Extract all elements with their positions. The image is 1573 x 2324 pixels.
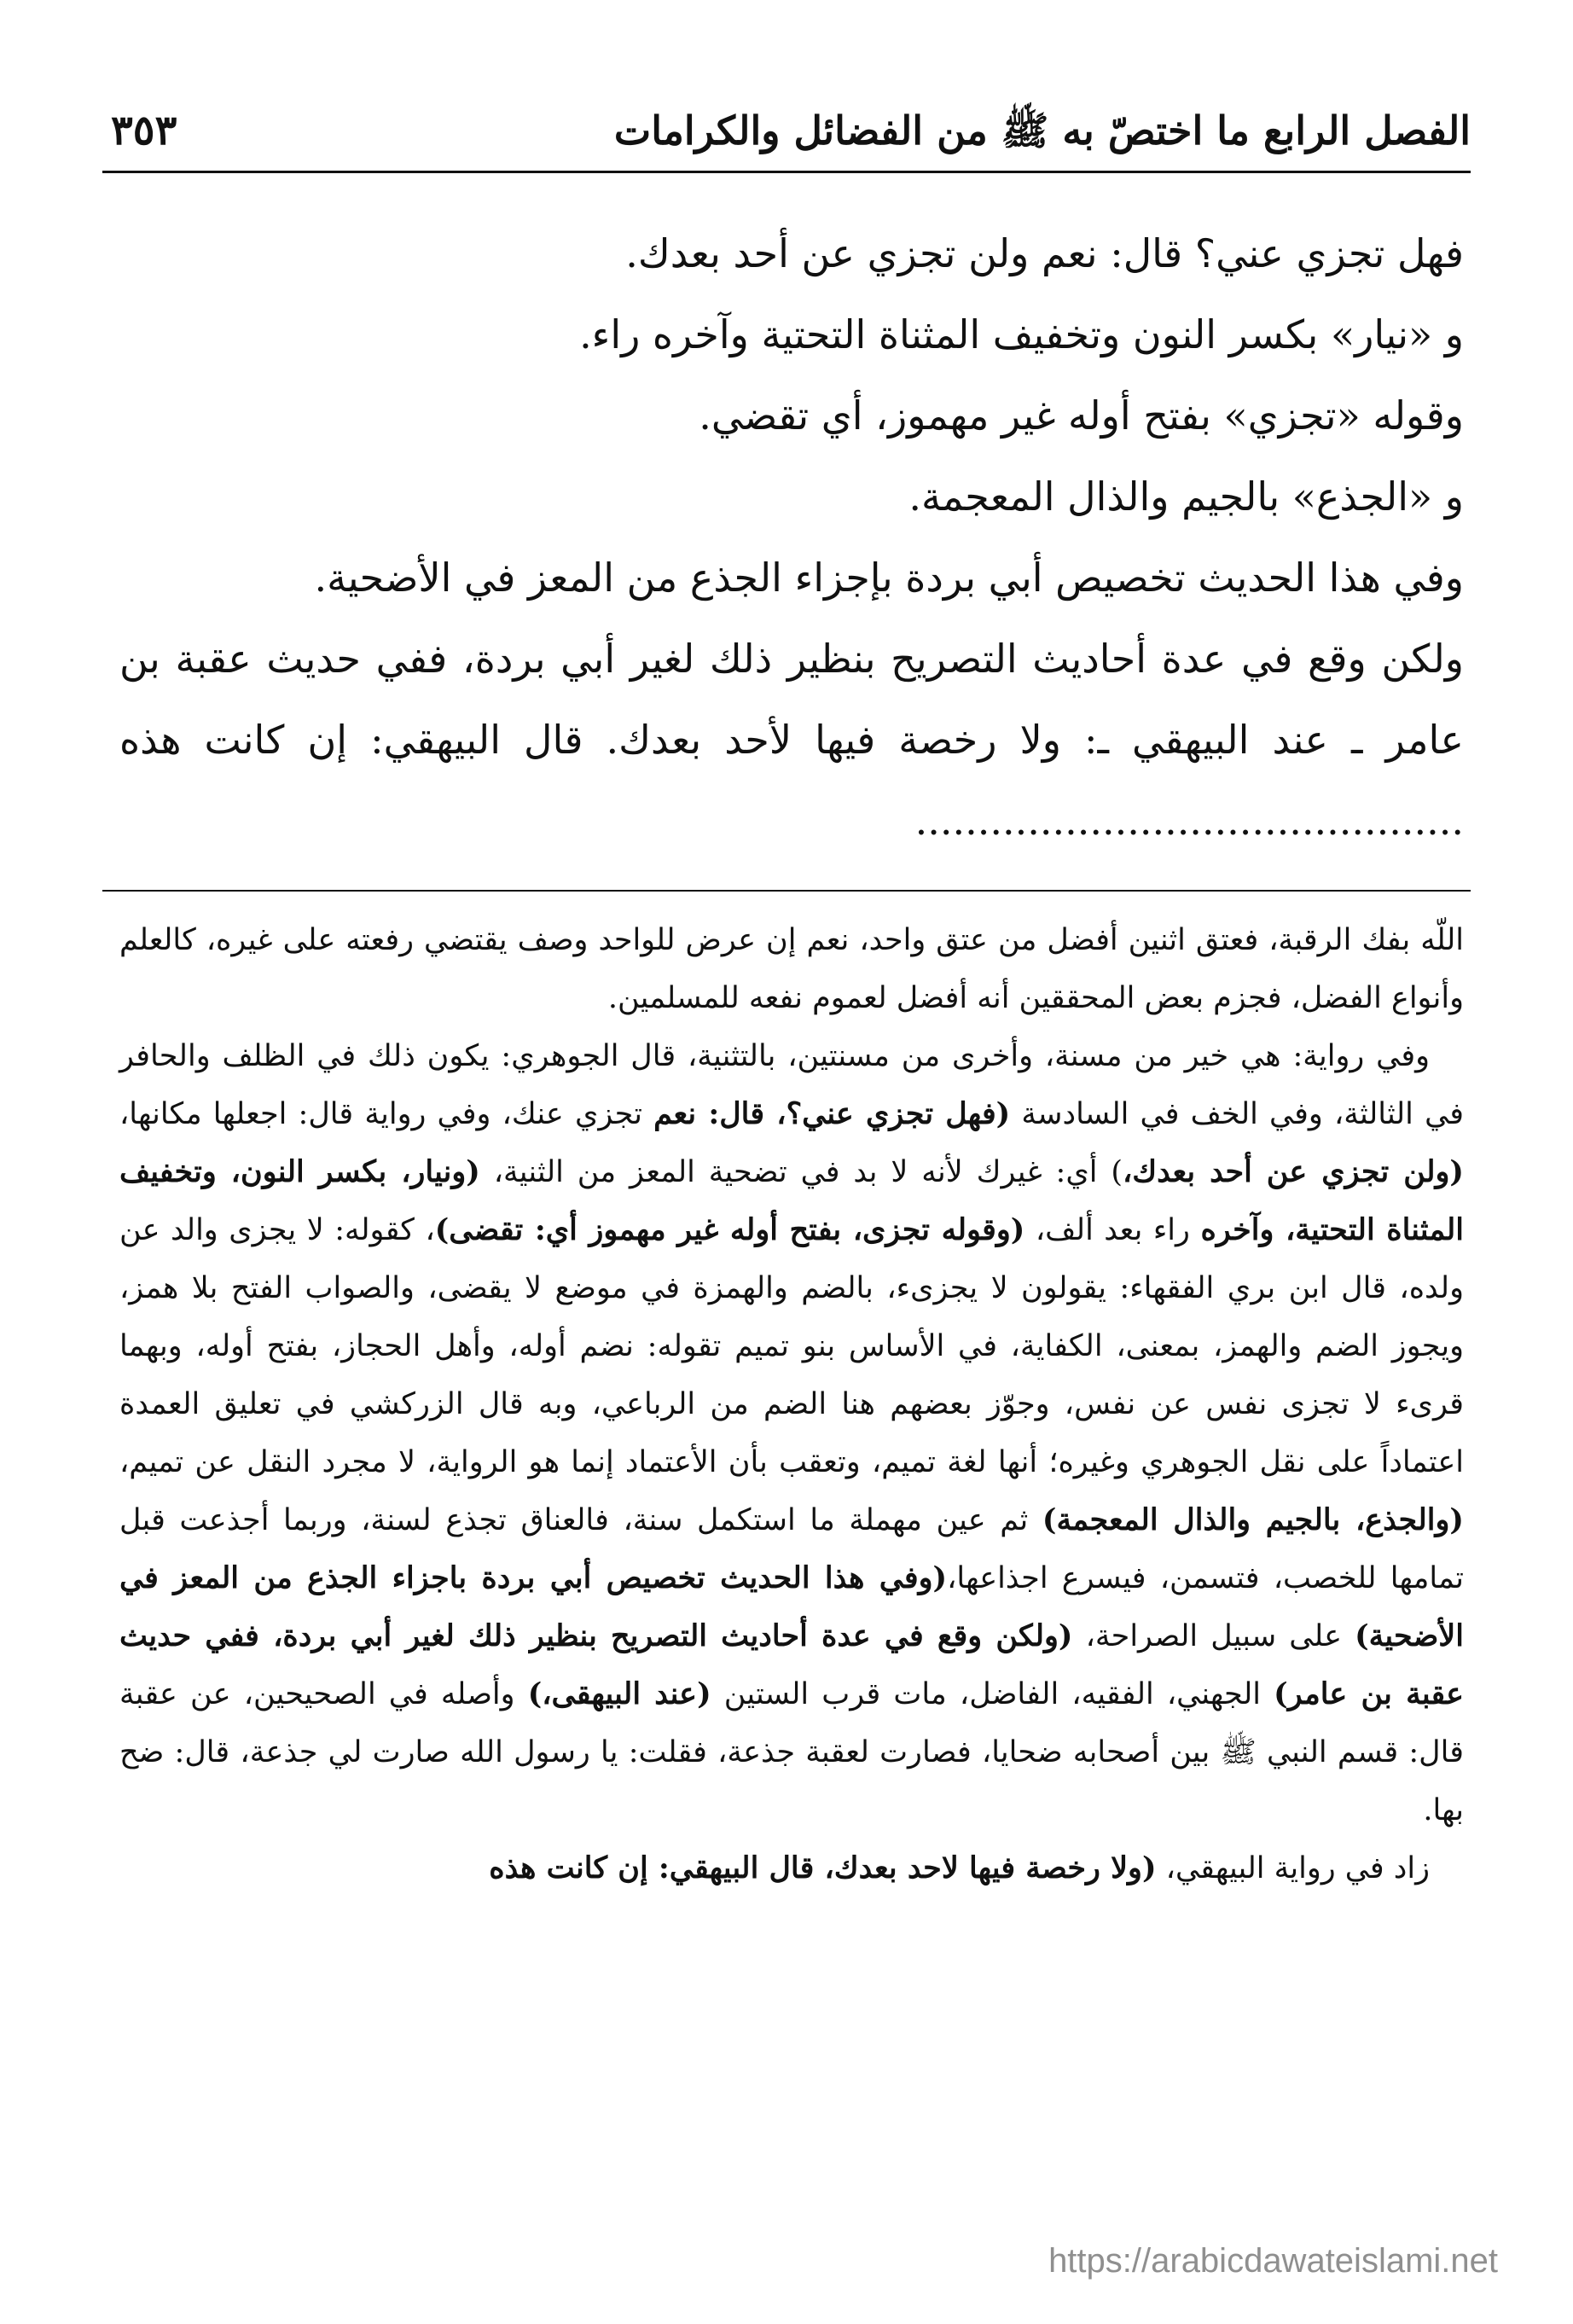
footnote-separator bbox=[102, 890, 1471, 892]
quoted-text: (عند البيهقى،) bbox=[527, 1676, 711, 1711]
quoted-text: (وقوله تجزى، بفتح أوله غير مهموز أي: تقضى) bbox=[434, 1212, 1025, 1247]
main-paragraph bbox=[119, 619, 1464, 862]
commentary-span: ، كقوله: لا يجزى والد عن ولده، قال ابن بري الفقهاء: يقولون لا يجزىء، بالضم والهمزة في موضع لا يقضى، والصواب الفتح بلا همز، ويجوز الضم والهمز، بمعنى، الكفاية، في الأساس بنو تميم تقوله: نضم أوله، وأهل الحجاز، بفتح أوله، وبهما قرىء لا تجزى نفس عن نفس، وجوّز بعضهم هنا الضم من الرباعي، وبه قال الزركشي في تعليق العمدة اعتماداً على نقل الجوهري وغيره؛ أنها لغة تميم، وتعقب بأن الأعتماد إنما هو الرواية، لا مجرد النقل عن تميم، bbox=[119, 1213, 1464, 1479]
commentary-span: راء بعد ألف، bbox=[1035, 1213, 1190, 1247]
main-text bbox=[119, 213, 1464, 862]
main-paragraph: وفي هذا الحديث تخصيص أبي بردة بإجزاء الجذع من المعز في الأضحية. bbox=[314, 555, 1464, 601]
commentary-text bbox=[119, 911, 1464, 1897]
commentary-span: ثم عين مهملة ما استكمل سنة، فالعناق تجذع لسنة، وربما أجذعت قبل تمامها للخصب، فتسمن، فيسرع اجذاعها، bbox=[119, 1503, 1464, 1595]
chapter-title: الفصل الرابع ما اختصّ به ﷺ من الفضائل والكرامات bbox=[613, 107, 1471, 154]
commentary-span: وفي رواية: هي خير من مسنة، وأخرى من مسنتين، بالتثنية، قال الجوهري: يكون ذلك في الظلف والحافر في الثالثة، وفي الخف في السادسة bbox=[119, 1039, 1464, 1131]
page-header bbox=[102, 101, 1471, 160]
main-paragraph-text: ولكن وقع في عدة أحاديث التصريح بنظير ذلك لغير أبي بردة، ففي حديث عقبة بن عامر ـ عند البيهقي ـ: ولا رخصة فيها لأحد بعدك. قال البيهقي: إن كانت هذه bbox=[119, 636, 1464, 763]
continuation-dots: ............................................ bbox=[914, 798, 1464, 844]
commentary-span: الجهني، الفقيه، الفاضل، مات قرب الستين bbox=[723, 1677, 1261, 1711]
main-paragraph: فهل تجزي عني؟ قال: نعم ولن تجزي عن أحد بعدك. bbox=[625, 230, 1464, 276]
quoted-text: (وفي هذا الحديث تخصيص أبي بردة باجزاء الجذع من المعز في الأضحية) bbox=[119, 1560, 1464, 1653]
commentary-span: زاد في رواية البيهقي، bbox=[1165, 1851, 1430, 1885]
main-paragraph: و «الجذع» بالجيم والذال المعجمة. bbox=[908, 474, 1464, 520]
commentary-span: ) أي: غيرك لأنه لا بد في تضحية المعز من الثنية، bbox=[493, 1155, 1123, 1189]
commentary-paragraph bbox=[119, 1027, 1464, 1839]
header-rule bbox=[102, 171, 1471, 173]
page-number: ٣٥٣ bbox=[111, 107, 177, 154]
commentary-span: تجزي عنك، وفي رواية قال: اجعلها مكانها، bbox=[119, 1097, 642, 1131]
quoted-text: (ونيار، بكسر النون، وتخفيف المثناة التحتية، وآخره bbox=[119, 1154, 1464, 1247]
quoted-text: (فهل تجزي عني؟، قال: نعم bbox=[653, 1096, 1011, 1131]
commentary-span: وأصله في الصحيحين، عن عقبة قال: قسم النبي ﷺ بين أصحابه ضحايا، فصارت لعقبة جذعة، فقلت: يا رسول الله صارت لي جذعة، قال: ضح بها. bbox=[119, 1677, 1464, 1827]
quoted-text: (والجذع، بالجيم والذال المعجمة) bbox=[1042, 1502, 1464, 1537]
commentary-paragraph: اللّه بفك الرقبة، فعتق اثنين أفضل من عتق واحد، نعم إن عرض للواحد وصف يقتضي رفعته على غيره، كالعلم وأنواع الفضل، فجزم بعض المحققين أنه أفضل لعموم نفعه للمسلمين. bbox=[119, 923, 1464, 1015]
main-paragraph: و «نيار» بكسر النون وتخفيف المثناة التحتية وآخره راء. bbox=[579, 311, 1464, 357]
commentary-paragraph bbox=[119, 1839, 1464, 1897]
main-paragraph: وقوله «تجزي» بفتح أوله غير مهموز، أي تقضي. bbox=[699, 392, 1464, 439]
commentary-span: على سبيل الصراحة، bbox=[1085, 1619, 1342, 1653]
quoted-text: (ولا رخصة فيها لاحد بعدك، قال البيهقي: إن كانت هذه bbox=[489, 1850, 1157, 1885]
watermark-url: https://arabicdawateislami.net bbox=[1048, 2242, 1498, 2280]
quoted-text: (ولن تجزي عن أحد بعدك، bbox=[1122, 1154, 1464, 1189]
quoted-text: (ولكن وقع في عدة أحاديث التصريح بنظير ذلك لغير أبي بردة، ففي حديث عقبة بن عامر) bbox=[119, 1618, 1464, 1711]
